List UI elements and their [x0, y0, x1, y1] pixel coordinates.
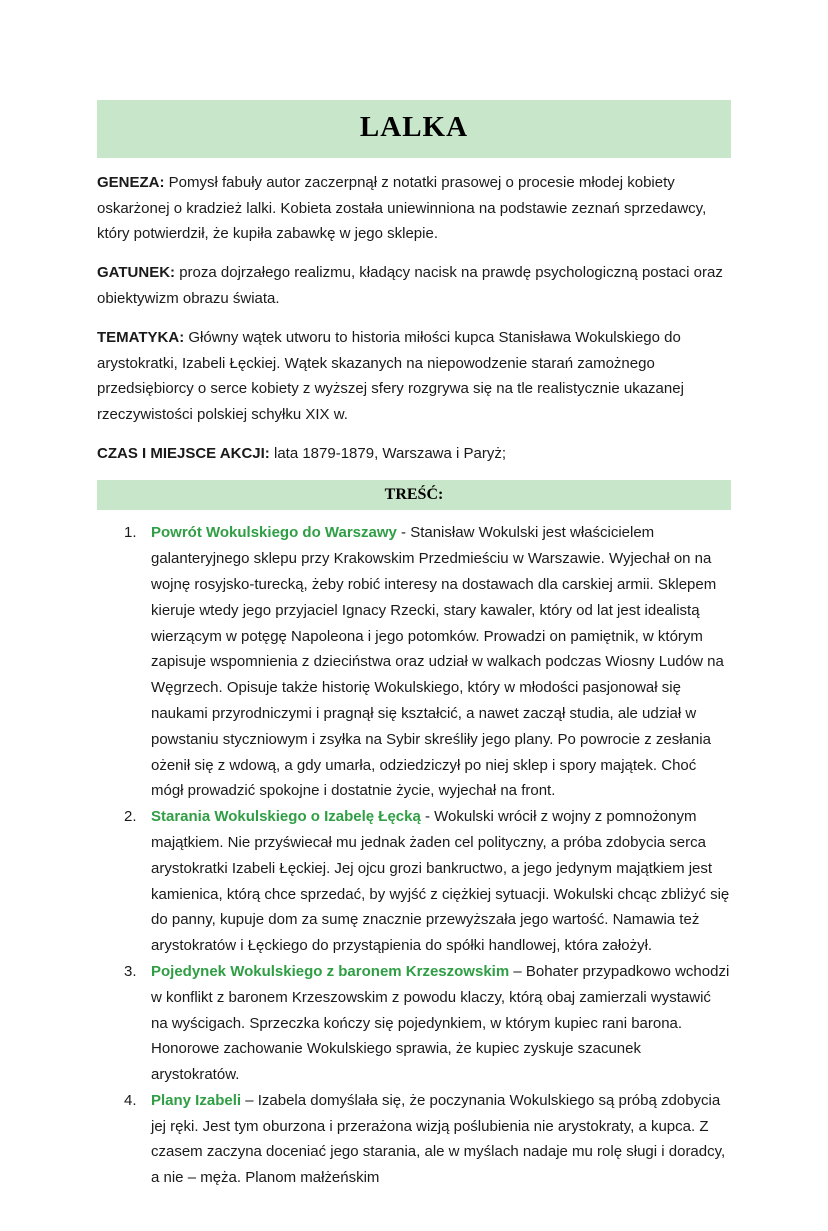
- list-item: [97, 804, 731, 959]
- list-item-text: – Bohater przypadkowo wchodzi w konflikt z baronem Krzeszowskim z powodu klaczy, którą obaj zamierzali wystawić na wyścigach. Sprzeczka kończy się pojedynkiem, w którym kupiec rani barona. Honorowe zachowanie Wokulskiego sprawia, że kupiec zyskuje szacunek arystokratów.: [151, 962, 730, 1084]
- paragraph-label: CZAS I MIEJSCE AKCJI:: [97, 445, 270, 463]
- list-item-body: [151, 1088, 731, 1191]
- list-item-text: - Stanisław Wokulski jest właścicielem galanteryjnego sklepu przy Krakowskim Przedmieściu w Warszawie. Wyjechał on na wojnę rosyjsko-turecką, żeby robić interesy na dostawach dla carskiej armii. Sklepem kieruje wtedy jego przyjaciel Ignacy Rzecki, stary kawaler, który od lat jest idealistą wierzącym w potęgę Napoleona i jego potomków. Prowadzi on pamiętnik, w którym zapisuje wspomnienia z dzieciństwa oraz udział w walkach podczas Wiosny Ludów na Węgrzech. Opisuje także historię Wokulskiego, który w młodości pasjonował się naukami przyrodniczymi i pragnął się kształcić, a nawet zaczął studia, ale udział w powstaniu styczniowym i zsyłka na Sybir skreśliły jego plany. Po powrocie z zesłania ożenił się z wdową, a gdy umarła, odziedziczył po niej sklep i spory majątek. Choć mógł prowadzić spokojne i dostatnie życie, wyjechał na front.: [151, 524, 724, 800]
- paragraph-text: Pomysł fabuły autor zaczerpnął z notatki prasowej o procesie młodej kobiety oskarżonej o kradzież lalki. Kobieta została uniewinniona na podstawie zeznań sprzedawcy, który potwierdził, że kupiła zabawkę w jego sklepie.: [97, 173, 707, 243]
- paragraph-label: TEMATYKA:: [97, 328, 185, 346]
- content-list: [97, 520, 731, 1191]
- list-item-body: [151, 804, 731, 959]
- list-item-text: - Wokulski wrócił z wojny z pomnożonym majątkiem. Nie przyświecał mu jednak żaden cel polityczny, a próba zdobycia serca arystokratki Izabeli Łęckiej. Jej ojcu grozi bankructwo, a jego jedynym majątkiem jest kamienica, którą chce sprzedać, by wyjść z ciężkiej sytuacji. Wokulski chcąc zbliżyć się do panny, kupuje dom za sumę znacznie przewyższała jego wartość. Namawia też arystokratów i Łęckiego do przystąpienia do spółki handlowej, która założył.: [151, 808, 730, 955]
- paragraph-geneza: [97, 170, 731, 247]
- paragraph-text: proza dojrzałego realizmu, kładący nacisk na prawdę psychologiczną postaci oraz obiektywizm obrazu świata.: [97, 264, 723, 308]
- list-item-number: 2.: [124, 808, 137, 826]
- list-item-body: [151, 520, 731, 804]
- paragraph-gatunek: [97, 260, 731, 312]
- list-item: [97, 959, 731, 1088]
- tresc-banner: [97, 480, 731, 511]
- document-title: LALKA: [359, 111, 469, 143]
- tresc-heading: TREŚĆ:: [384, 485, 444, 503]
- list-item: [97, 1088, 731, 1191]
- list-item-heading: Starania Wokulskiego o Izabelę Łęcką: [151, 808, 421, 826]
- paragraph-czas-i-miejsce: [97, 441, 731, 467]
- paragraph-label: GATUNEK:: [97, 264, 176, 282]
- list-item-number: 1.: [124, 524, 137, 542]
- list-item-number: 3.: [124, 962, 137, 980]
- paragraph-tematyka: [97, 325, 731, 428]
- list-item-heading: Pojedynek Wokulskiego z baronem Krzeszowskim: [151, 962, 510, 980]
- paragraph-text: Główny wątek utworu to historia miłości kupca Stanisława Wokulskiego do arystokratki, Izabeli Łęckiej. Wątek skazanych na niepowodzenie starań zamożnego przedsiębiorcy o serce kobiety z wyższej sfery rozgrywa się na tle realistycznie ukazanej rzeczywistości polskiej schyłku XIX w.: [97, 328, 684, 424]
- list-item-number: 4.: [124, 1091, 137, 1109]
- paragraph-text: lata 1879-1879, Warszawa i Paryż;: [269, 445, 507, 463]
- title-banner: [97, 100, 731, 158]
- list-item: [97, 520, 731, 804]
- list-item-heading: Plany Izabeli: [151, 1091, 242, 1109]
- list-item-body: [151, 959, 731, 1088]
- list-item-text: – Izabela domyślała się, że poczynania Wokulskiego są próbą zdobycia jej ręki. Jest tym oburzona i przerażona wizją poślubienia nie arystokraty, a kupca. Z czasem zaczyna doceniać jego starania, ale w myślach nadaje mu rolę sługi i doradcy, a nie – męża. Planom małżeńskim: [151, 1091, 726, 1187]
- paragraph-label: GENEZA:: [97, 173, 165, 191]
- list-item-heading: Powrót Wokulskiego do Warszawy: [151, 524, 397, 542]
